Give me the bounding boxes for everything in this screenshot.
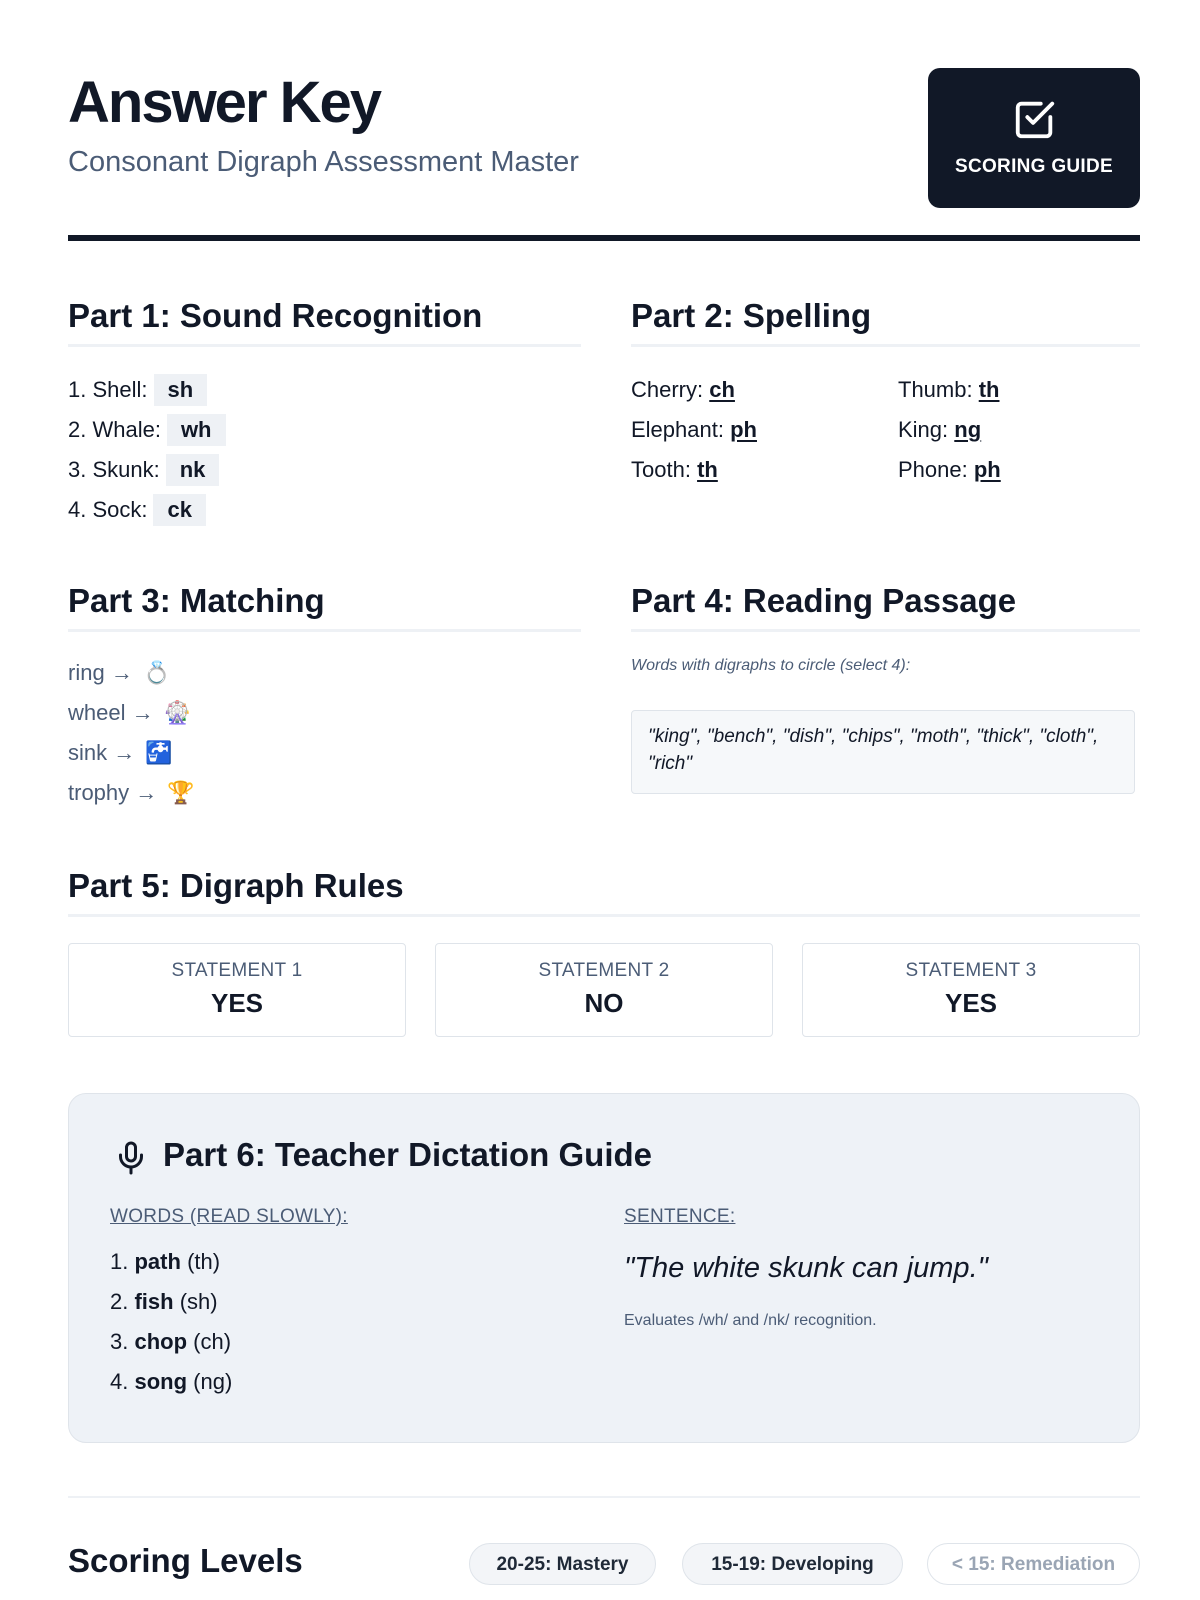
page-subtitle: Consonant Digraph Assessment Master <box>68 146 579 178</box>
match-word: trophy <box>68 780 130 805</box>
level-pill-developing: 15-19: Developing <box>682 1543 903 1585</box>
sentence-label: SENTENCE: <box>624 1206 736 1227</box>
part2-item-label: Thumb: <box>898 377 973 402</box>
part1-answer-chip: wh <box>167 414 226 446</box>
part4-heading: Part 4: Reading Passage <box>631 581 1140 632</box>
statement-label: STATEMENT 1 <box>171 960 303 981</box>
part3-match-row <box>68 697 191 729</box>
part2-item-label: King: <box>898 417 949 442</box>
checkbox-icon <box>1012 96 1058 142</box>
part2-answer: ph <box>730 417 757 442</box>
scoring-guide-label: SCORING GUIDE <box>954 156 1114 177</box>
word-digraph: (ch) <box>193 1329 232 1354</box>
part1-answer-chip: sh <box>154 374 208 406</box>
part1-item-label: 4. Sock: <box>68 497 148 522</box>
arrow-icon: → <box>113 740 136 765</box>
part2-item <box>631 414 757 446</box>
sentence-note: Evaluates /wh/ and /nk/ recognition. <box>624 1312 877 1329</box>
dictation-word <box>110 1326 231 1358</box>
word-number: 2. <box>110 1289 129 1314</box>
part2-item <box>898 374 999 406</box>
dictation-word <box>110 1246 220 1278</box>
faucet-icon: 🚰 <box>145 740 173 765</box>
arrow-icon: → <box>110 660 133 685</box>
part1-item <box>68 374 207 406</box>
part4-word-box: "king", "bench", "dish", "chips", "moth", "thick", "cloth", "rich" <box>631 710 1135 794</box>
words-label: WORDS (READ SLOWLY): <box>110 1206 348 1227</box>
part1-answer-chip: ck <box>153 494 205 526</box>
part3-match-row <box>68 737 173 769</box>
word-number: 3. <box>110 1329 129 1354</box>
part1-item-label: 1. Shell: <box>68 377 148 402</box>
ring-icon: 💍 <box>142 660 171 685</box>
dictation-word <box>110 1366 232 1398</box>
part3-heading: Part 3: Matching <box>68 581 581 632</box>
part2-item-label: Elephant: <box>631 417 724 442</box>
word-text: fish <box>134 1289 174 1314</box>
scoring-guide-button[interactable] <box>928 68 1140 208</box>
statement-card <box>68 943 406 1037</box>
part2-item <box>898 454 1001 486</box>
part2-item <box>898 414 981 446</box>
word-number: 4. <box>110 1369 129 1394</box>
match-word: ring <box>68 660 105 685</box>
trophy-icon: 🏆 <box>167 780 195 805</box>
statement-answer: NO <box>584 988 624 1018</box>
header-divider <box>68 235 1140 241</box>
part1-item <box>68 414 226 446</box>
dictation-word <box>110 1286 218 1318</box>
word-text: song <box>134 1369 188 1394</box>
part2-heading: Part 2: Spelling <box>631 296 1140 347</box>
part2-item <box>631 454 718 486</box>
part1-item <box>68 454 219 486</box>
part2-answer: ch <box>709 377 735 402</box>
match-word: sink <box>68 740 108 765</box>
part3-match-row <box>68 657 170 689</box>
dictation-guide-panel <box>68 1093 1140 1443</box>
word-digraph: (th) <box>187 1249 221 1274</box>
part3-match-row <box>68 777 195 809</box>
part2-item-label: Phone: <box>898 457 968 482</box>
part1-item <box>68 494 206 526</box>
statement-answer: YES <box>944 988 998 1018</box>
arrow-icon: → <box>131 700 154 725</box>
part2-item <box>631 374 735 406</box>
part1-item-label: 3. Skunk: <box>68 457 160 482</box>
microphone-icon <box>113 1136 149 1180</box>
part2-item-label: Cherry: <box>631 377 704 402</box>
part1-answer-chip: nk <box>166 454 220 486</box>
part2-answer: th <box>697 457 718 482</box>
scoring-levels-heading: Scoring Levels <box>68 1542 303 1579</box>
answer-key-page <box>68 0 1140 1600</box>
footer-divider <box>68 1496 1140 1498</box>
part2-item-label: Tooth: <box>631 457 691 482</box>
part4-instruction: Words with digraphs to circle (select 4): <box>631 657 911 674</box>
part6-heading: Part 6: Teacher Dictation Guide <box>163 1136 653 1173</box>
dictation-sentence: "The white skunk can jump." <box>624 1252 988 1284</box>
arrow-icon: → <box>135 780 158 805</box>
match-word: wheel <box>68 700 126 725</box>
level-pill-remediation: < 15: Remediation <box>927 1543 1140 1585</box>
word-number: 1. <box>110 1249 129 1274</box>
statement-label: STATEMENT 2 <box>538 960 670 981</box>
part1-heading: Part 1: Sound Recognition <box>68 296 581 347</box>
page-title: Answer Key <box>68 70 381 135</box>
word-text: path <box>134 1249 181 1274</box>
part2-answer: th <box>978 377 1000 402</box>
word-digraph: (ng) <box>193 1369 233 1394</box>
part2-answer: ph <box>973 457 1001 482</box>
part1-item-label: 2. Whale: <box>68 417 161 442</box>
statement-label: STATEMENT 3 <box>905 960 1037 981</box>
statement-card <box>802 943 1140 1037</box>
statement-answer: YES <box>210 988 264 1018</box>
ferris-wheel-icon: 🎡 <box>163 700 192 725</box>
level-pill-mastery: 20-25: Mastery <box>469 1543 656 1585</box>
part2-answer: ng <box>954 417 982 442</box>
word-digraph: (sh) <box>179 1289 218 1314</box>
part5-heading: Part 5: Digraph Rules <box>68 866 1140 917</box>
word-text: chop <box>134 1329 188 1354</box>
statement-card <box>435 943 773 1037</box>
